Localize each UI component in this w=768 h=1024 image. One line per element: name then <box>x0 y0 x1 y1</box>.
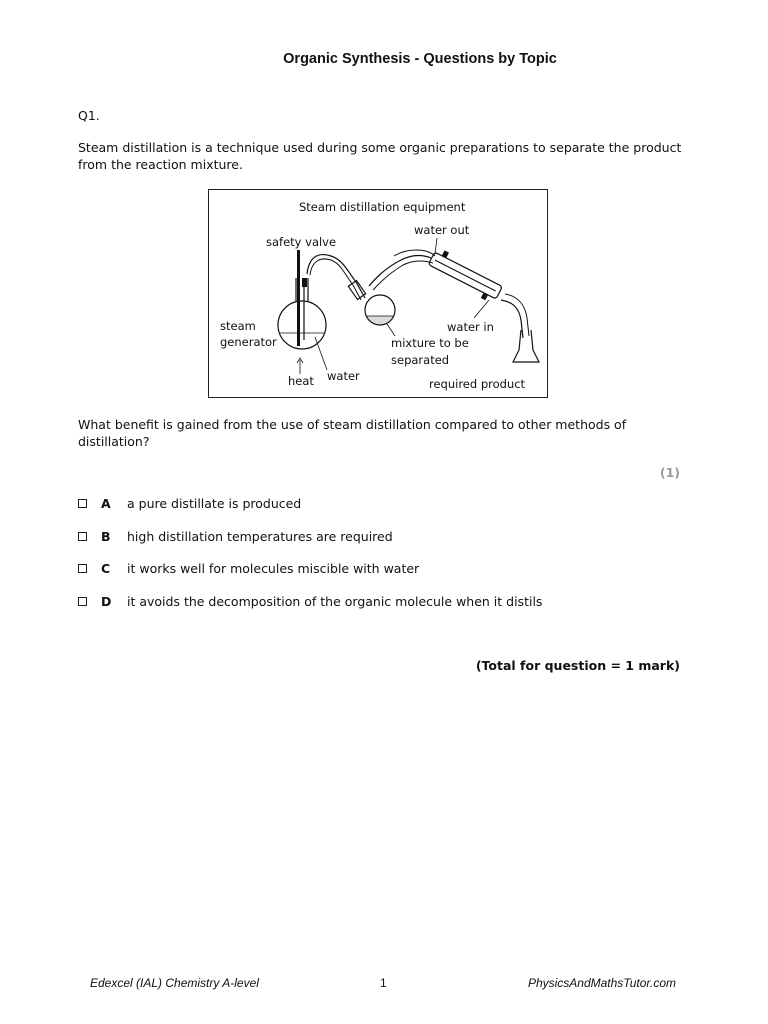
checkbox-a[interactable] <box>78 499 87 508</box>
page-title: Organic Synthesis - Questions by Topic <box>283 51 557 67</box>
label-required-product: required product <box>429 377 526 391</box>
apparatus-diagram <box>209 190 549 399</box>
safety-valve-tube <box>297 250 300 346</box>
option-letter: D <box>101 594 112 609</box>
label-heat: heat <box>288 374 314 388</box>
footer-left: Edexcel (IAL) Chemistry A-level <box>90 976 259 990</box>
mixture-flask <box>365 295 395 325</box>
checkbox-c[interactable] <box>78 564 87 573</box>
option-letter: A <box>101 496 111 511</box>
label-mixture-line2: separated <box>391 353 450 367</box>
steam-distillation-figure <box>208 189 548 398</box>
option-letter: B <box>101 529 111 544</box>
steam-generator-flask <box>278 250 326 349</box>
label-generator: generator <box>220 335 277 349</box>
receiver-flask <box>513 330 539 362</box>
option-text: a pure distillate is produced <box>127 496 302 511</box>
checkbox-b[interactable] <box>78 532 87 541</box>
label-mixture-line1: mixture to be <box>391 336 469 350</box>
label-water-out: water out <box>414 223 470 237</box>
water-out-tube <box>394 250 435 256</box>
option-letter: C <box>101 561 111 576</box>
marks-indicator: (1) <box>659 465 680 480</box>
checkbox-d[interactable] <box>78 597 87 606</box>
footer-right: PhysicsAndMathsTutor.com <box>527 976 676 990</box>
adapter <box>501 300 523 338</box>
label-water-in: water in <box>447 320 494 334</box>
question-intro: Steam distillation is a technique used during some organic preparations to separate the product from the reaction mixture. <box>78 140 682 172</box>
question-prompt: What benefit is gained from the use of steam distillation compared to other methods of distillation? <box>78 417 627 449</box>
label-steam: steam <box>220 319 256 333</box>
still-head <box>369 256 431 286</box>
page-number: 1 <box>380 976 387 990</box>
condenser <box>426 247 506 305</box>
label-safety-valve: safety valve <box>266 235 337 249</box>
figure-caption: Steam distillation equipment <box>299 200 466 214</box>
option-text: it avoids the decomposition of the organic molecule when it distils <box>127 594 543 609</box>
total-marks: (Total for question = 1 mark) <box>475 658 680 673</box>
option-text: it works well for molecules miscible with water <box>127 561 420 576</box>
question-number: Q1. <box>78 108 100 123</box>
label-water: water <box>327 369 360 383</box>
option-text: high distillation temperatures are required <box>127 529 393 544</box>
